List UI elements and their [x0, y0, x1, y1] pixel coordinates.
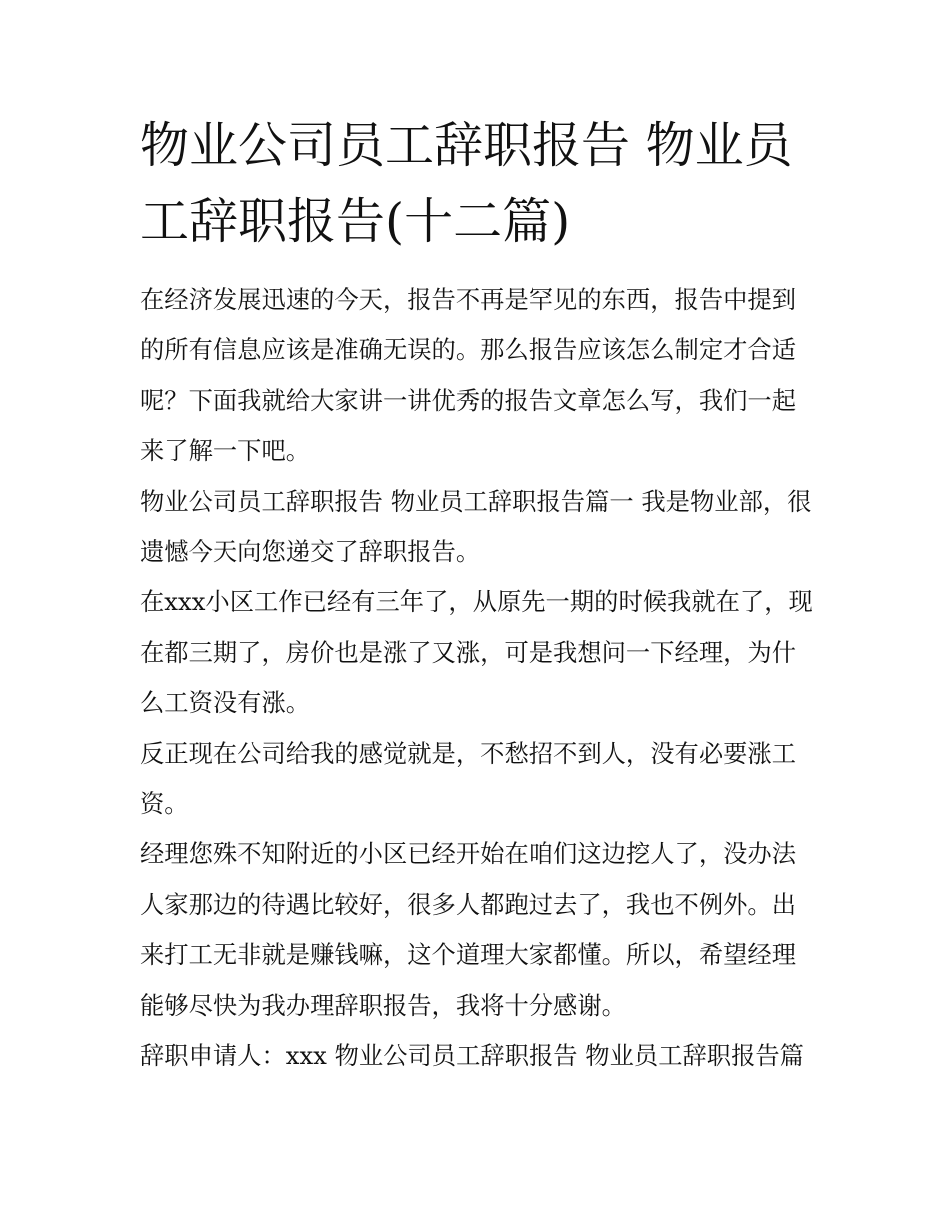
paragraph-company-attitude: 反正现在公司给我的感觉就是，不愁招不到人，没有必要涨工资。: [140, 738, 797, 819]
paragraph-section-one-opening: 物业公司员工辞职报告 物业员工辞职报告篇一 我是物业部，很遗憾今天向您递交了辞职报告。: [140, 486, 812, 567]
paragraph-resignation-reason: 经理您殊不知附近的小区已经开始在咱们这边挖人了，没办法人家那边的待遇比较好，很多人都跑过去了，我也不例外。出来打工无非就是赚钱嘛，这个道理大家都懂。所以，希望经理能够尽快为我办理辞职报告，我将十分感谢。: [140, 839, 797, 1020]
paragraph-applicant-signature: 辞职申请人：xxx 物业公司员工辞职报告 物业员工辞职报告篇: [140, 1041, 804, 1071]
document-body: [140, 275, 816, 1082]
document-title: 物业公司员工辞职报告 物业员工辞职报告(十二篇): [140, 117, 793, 250]
paragraph-intro: 在经济发展迅速的今天，报告不再是罕见的东西，报告中提到的所有信息应该是准确无误的。那么报告应该怎么制定才合适呢？下面我就给大家讲一讲优秀的报告文章怎么写，我们一起来了解一下吧。: [140, 285, 797, 466]
paragraph-work-history: 在xxx小区工作已经有三年了，从原先一期的时候我就在了，现在都三期了，房价也是涨了又涨，可是我想问一下经理，为什么工资没有涨。: [140, 587, 813, 718]
